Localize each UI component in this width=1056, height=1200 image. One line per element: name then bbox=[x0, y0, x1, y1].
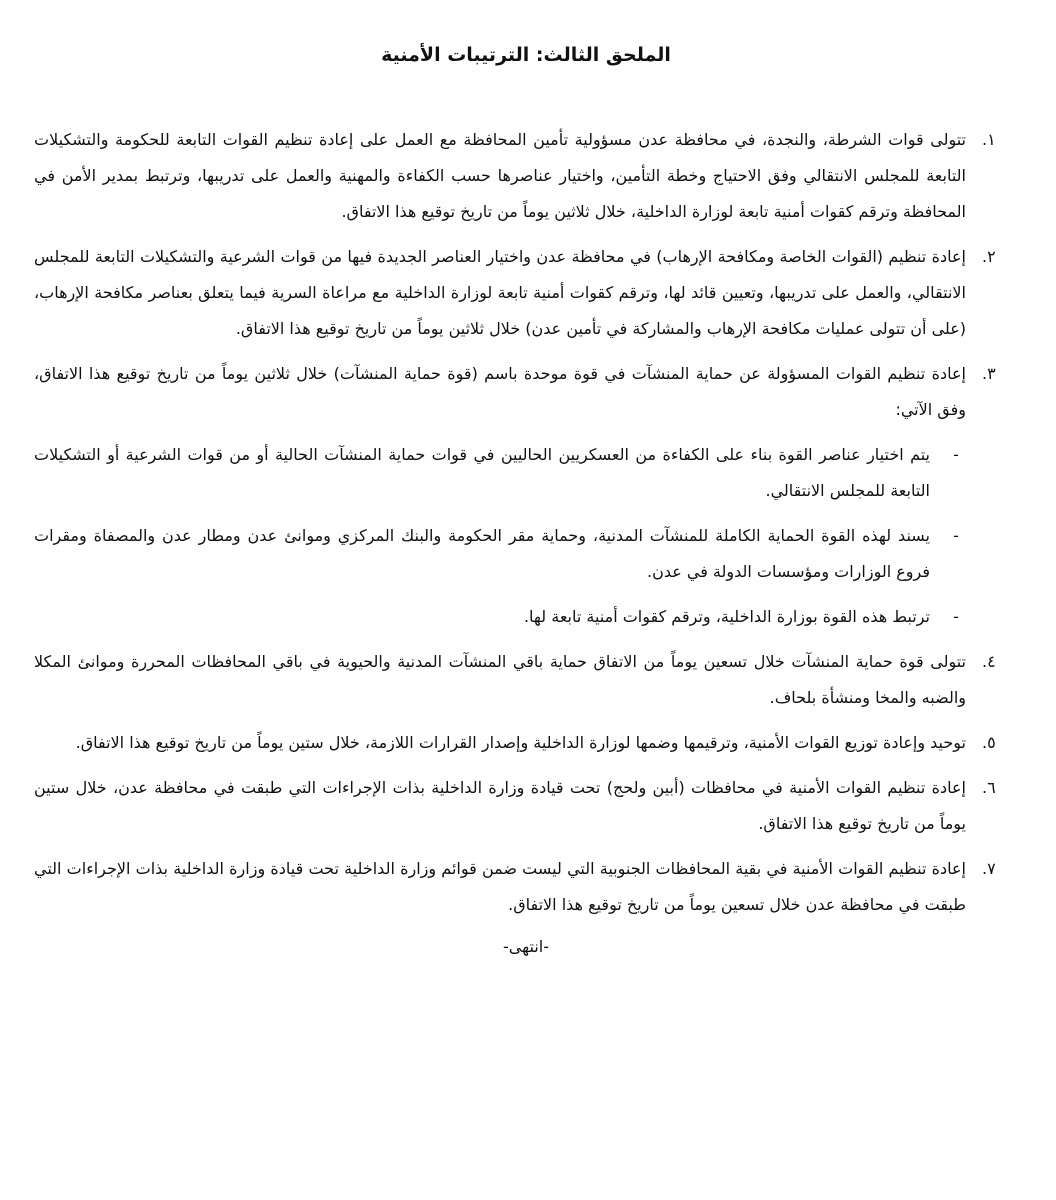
subclause-3-1 bbox=[34, 437, 1018, 509]
clause-number: ٢. bbox=[982, 247, 996, 266]
subclause-text: يسند لهذه القوة الحماية الكاملة للمنشآت المدنية، وحماية مقر الحكومة والبنك المركزي وموانئ عدن ومطار عدن والمصفاة ومقرات فروع الوزارات ومؤسسات الدولة في عدن. bbox=[34, 526, 930, 581]
clause-text: إعادة تنظيم (القوات الخاصة ومكافحة الإرهاب) في محافظة عدن واختيار العناصر الجديدة فيها من قوات الشرعية والتشكيلات التابعة للمجلس الانتقالي، والعمل على تدريبها، وتعيين قائد لها، وترقم كقوات أمنية تابعة لوزارة الداخلية مع مراعاة السرية فيما يتعلق بعناصر مكافحة الإرهاب، (على أن تتولى عمليات مكافحة الإرهاب والمشاركة في تأمين عدن) خلال ثلاثين يوماً من تاريخ توقيع هذا الاتفاق. bbox=[34, 247, 966, 338]
subclause-text: ترتبط هذه القوة بوزارة الداخلية، وترقم كقوات أمنية تابعة لها. bbox=[523, 607, 930, 626]
clause-number: ٥. bbox=[982, 733, 996, 752]
annex-title: الملحق الثالث: الترتيبات الأمنية bbox=[381, 44, 671, 66]
clause-number: ٤. bbox=[982, 652, 996, 671]
subclause-text: يتم اختيار عناصر القوة بناء على الكفاءة من العسكريين الحاليين في قوات حماية المنشآت الحالية أو من قوات الشرعية أو التشكيلات التابعة للمجلس الانتقالي. bbox=[34, 445, 930, 500]
clause-number: ٦. bbox=[982, 778, 996, 797]
clause-text: إعادة تنظيم القوات الأمنية في محافظات (أبين ولحج) تحت قيادة وزارة الداخلية بذات الإجراءات التي طبقت في محافظة عدن، خلال ستين يوماً من تاريخ توقيع هذا الاتفاق. bbox=[34, 778, 966, 833]
subclause-3-2 bbox=[34, 518, 1018, 590]
bullet-dash: - bbox=[953, 607, 959, 626]
bullet-dash: - bbox=[953, 526, 959, 545]
clause-text: تتولى قوة حماية المنشآت خلال تسعين يوماً من الاتفاق حماية باقي المنشآت المدنية والحيوية في باقي المحافظات المحررة وموانئ المكلا والضبه والمخا ومنشأة بلحاف. bbox=[34, 652, 966, 707]
clause-1 bbox=[34, 122, 1018, 230]
subclause-3-3 bbox=[34, 599, 1018, 635]
clause-number: ١. bbox=[982, 130, 996, 149]
clause-2 bbox=[34, 239, 1018, 347]
bullet-dash: - bbox=[953, 445, 959, 464]
clause-number: ٣. bbox=[982, 364, 996, 383]
clause-6 bbox=[34, 770, 1018, 842]
clause-5 bbox=[34, 725, 1018, 761]
clause-text: تتولى قوات الشرطة، والنجدة، في محافظة عدن مسؤولية تأمين المحافظة مع العمل على إعادة تنظيم القوات التابعة للحكومة والتشكيلات التابعة للمجلس الانتقالي وفق الاحتياج وخطة التأمين، واختيار عناصرها حسب الكفاءة والمهنية والعمل على تدريبها، وترتبط بمدير الأمن في المحافظة وترقم كقوات أمنية تابعة لوزارة الداخلية، خلال ثلاثين يوماً من تاريخ توقيع هذا الاتفاق. bbox=[34, 130, 966, 221]
clause-text: إعادة تنظيم القوات الأمنية في بقية المحافظات الجنوبية التي ليست ضمن قوائم وزارة الداخلية تحت قيادة وزارة الداخلية بذات الإجراءات التي طبقت في محافظة عدن خلال تسعين يوماً من تاريخ توقيع هذا الاتفاق. bbox=[34, 859, 966, 914]
clause-text: إعادة تنظيم القوات المسؤولة عن حماية المنشآت في قوة موحدة باسم (قوة حماية المنشآت) خلال ثلاثين يوماً من تاريخ توقيع هذا الاتفاق، وفق الآتي: bbox=[34, 364, 966, 419]
end-marker: -انتهى- bbox=[503, 937, 549, 956]
clause-7 bbox=[34, 851, 1018, 923]
clause-number: ٧. bbox=[982, 859, 996, 878]
clause-text: توحيد وإعادة توزيع القوات الأمنية، وترقيمها وضمها لوزارة الداخلية وإصدار القرارات اللازمة، خلال ستين يوماً من تاريخ توقيع هذا الاتفاق. bbox=[75, 733, 966, 752]
clause-4 bbox=[34, 644, 1018, 716]
clause-3 bbox=[34, 356, 1018, 428]
